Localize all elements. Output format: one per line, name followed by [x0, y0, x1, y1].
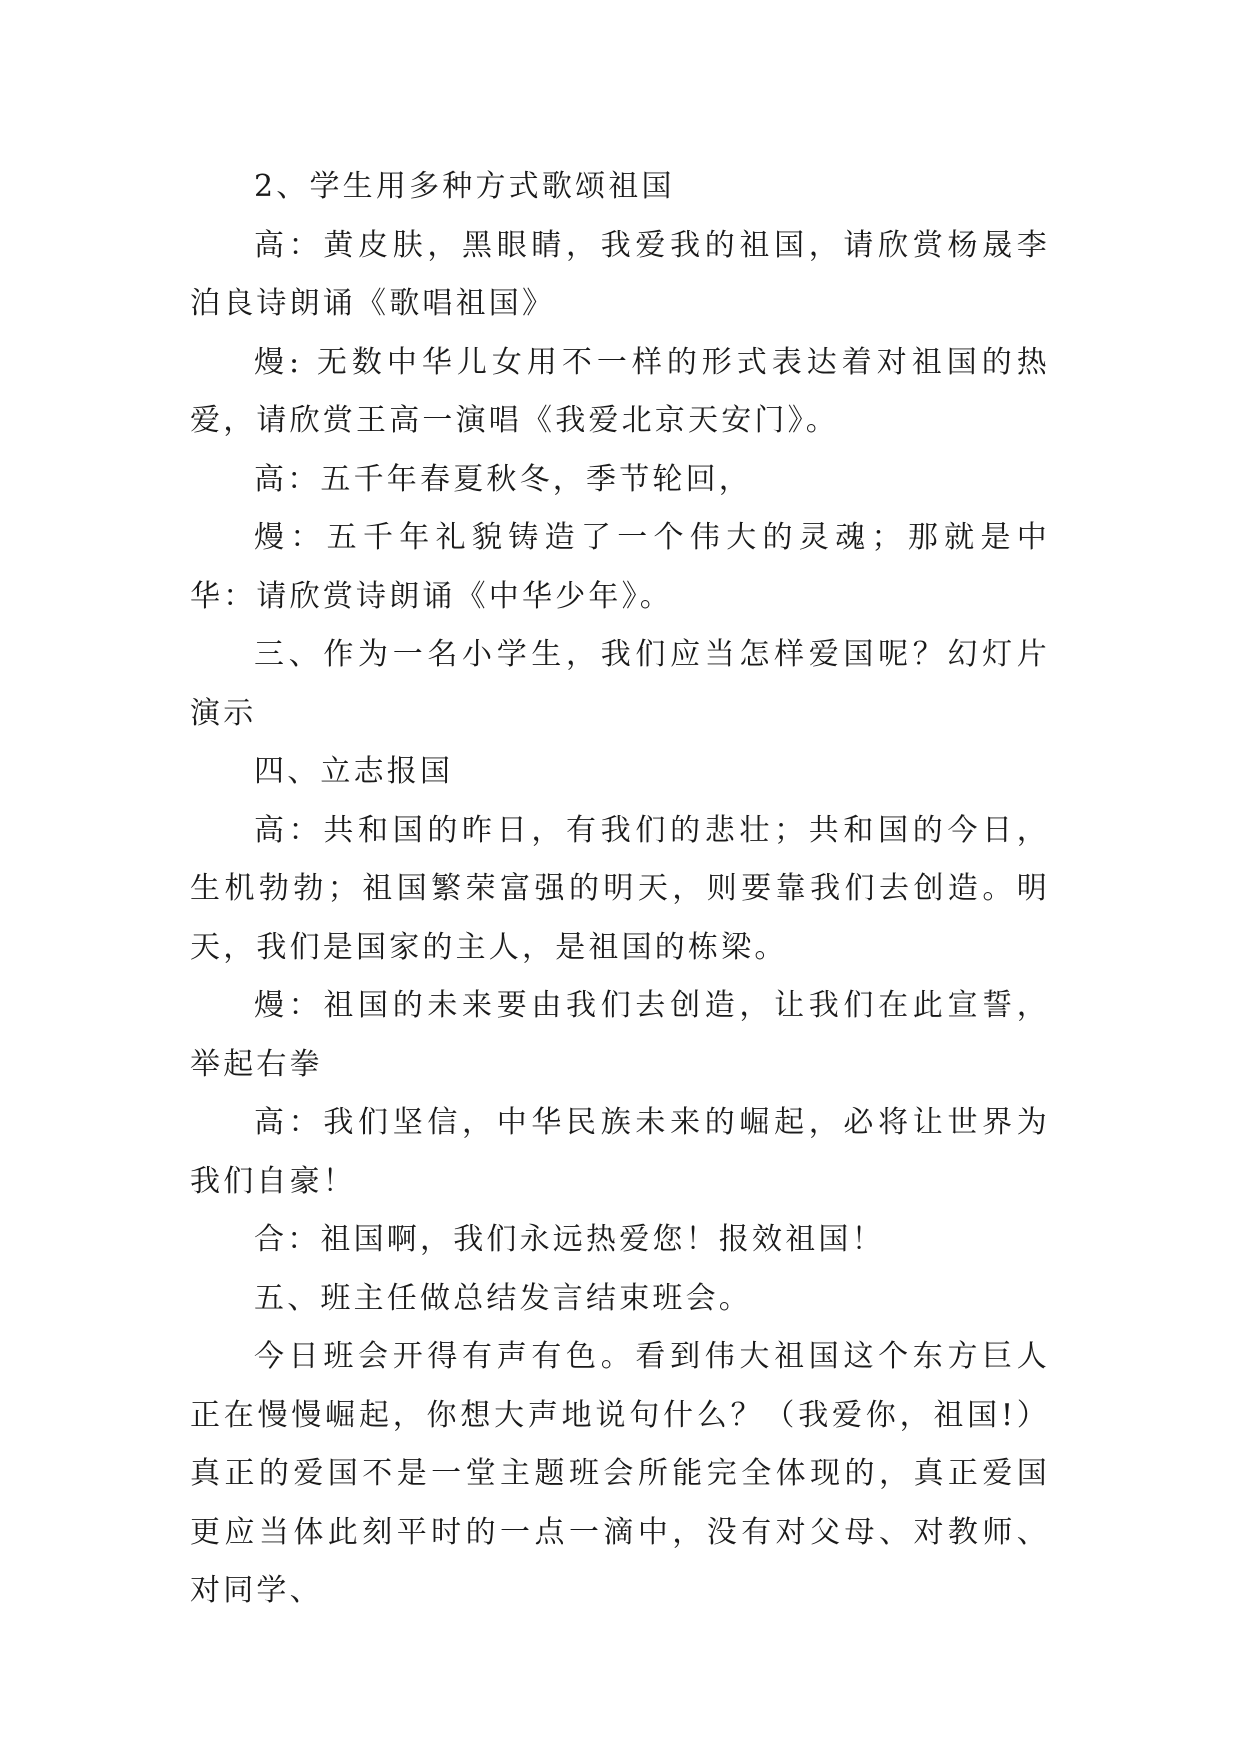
- dialogue-gao-3: 高：共和国的昨日，有我们的悲壮；共和国的今日，生机勃勃；祖国繁荣富强的明天，则要靠我们去创造。明天，我们是国家的主人，是祖国的栋梁。: [190, 812, 1050, 965]
- dialogue-man-3: 熳：祖国的未来要由我们去创造，让我们在此宣誓，举起右拳: [190, 988, 1050, 1082]
- section-heading-teacher-summary: 五、班主任做总结发言结束班会。: [254, 1280, 752, 1316]
- dialogue-man-1: 熳: 无数中华儿女用不一样的形式表达着对祖国的热爱，请欣赏王高一演唱《我爱北京天安门》。: [190, 344, 1050, 438]
- dialogue-gao-2: 高：五千年春夏秋冬，季节轮回，: [254, 461, 752, 497]
- dialogue-gao-4: 高：我们坚信，中华民族未来的崛起，必将让世界为我们自豪！: [190, 1105, 1050, 1199]
- summary-paragraph: 今日班会开得有声有色。看到伟大祖国这个东方巨人正在慢慢崛起，你想大声地说句什么？（我爱你，祖国!）真正的爱国不是一堂主题班会所能完全体现的，真正爱国更应当体此刻平时的一点一滴中，没有对父母、对教师、对同学、: [190, 1339, 1050, 1608]
- section-heading-how-to-love-country: 三、作为一名小学生，我们应当怎样爱国呢？幻灯片演示: [190, 637, 1050, 731]
- document-page: [190, 158, 1050, 1621]
- dialogue-together: 合：祖国啊，我们永远热爱您！报效祖国！: [254, 1222, 885, 1257]
- dialogue-man-2: 熳：五千年礼貌铸造了一个伟大的灵魂；那就是中华：请欣赏诗朗诵《中华少年》。: [190, 520, 1050, 614]
- section-heading-ambition: 四、立志报国: [254, 754, 454, 789]
- dialogue-gao-1: 高：黄皮肤，黑眼睛，我爱我的祖国，请欣赏杨晟李泊良诗朗诵《歌唱祖国》: [190, 227, 1050, 321]
- section-heading-praise-motherland: 2、学生用多种方式歌颂祖国: [254, 169, 675, 204]
